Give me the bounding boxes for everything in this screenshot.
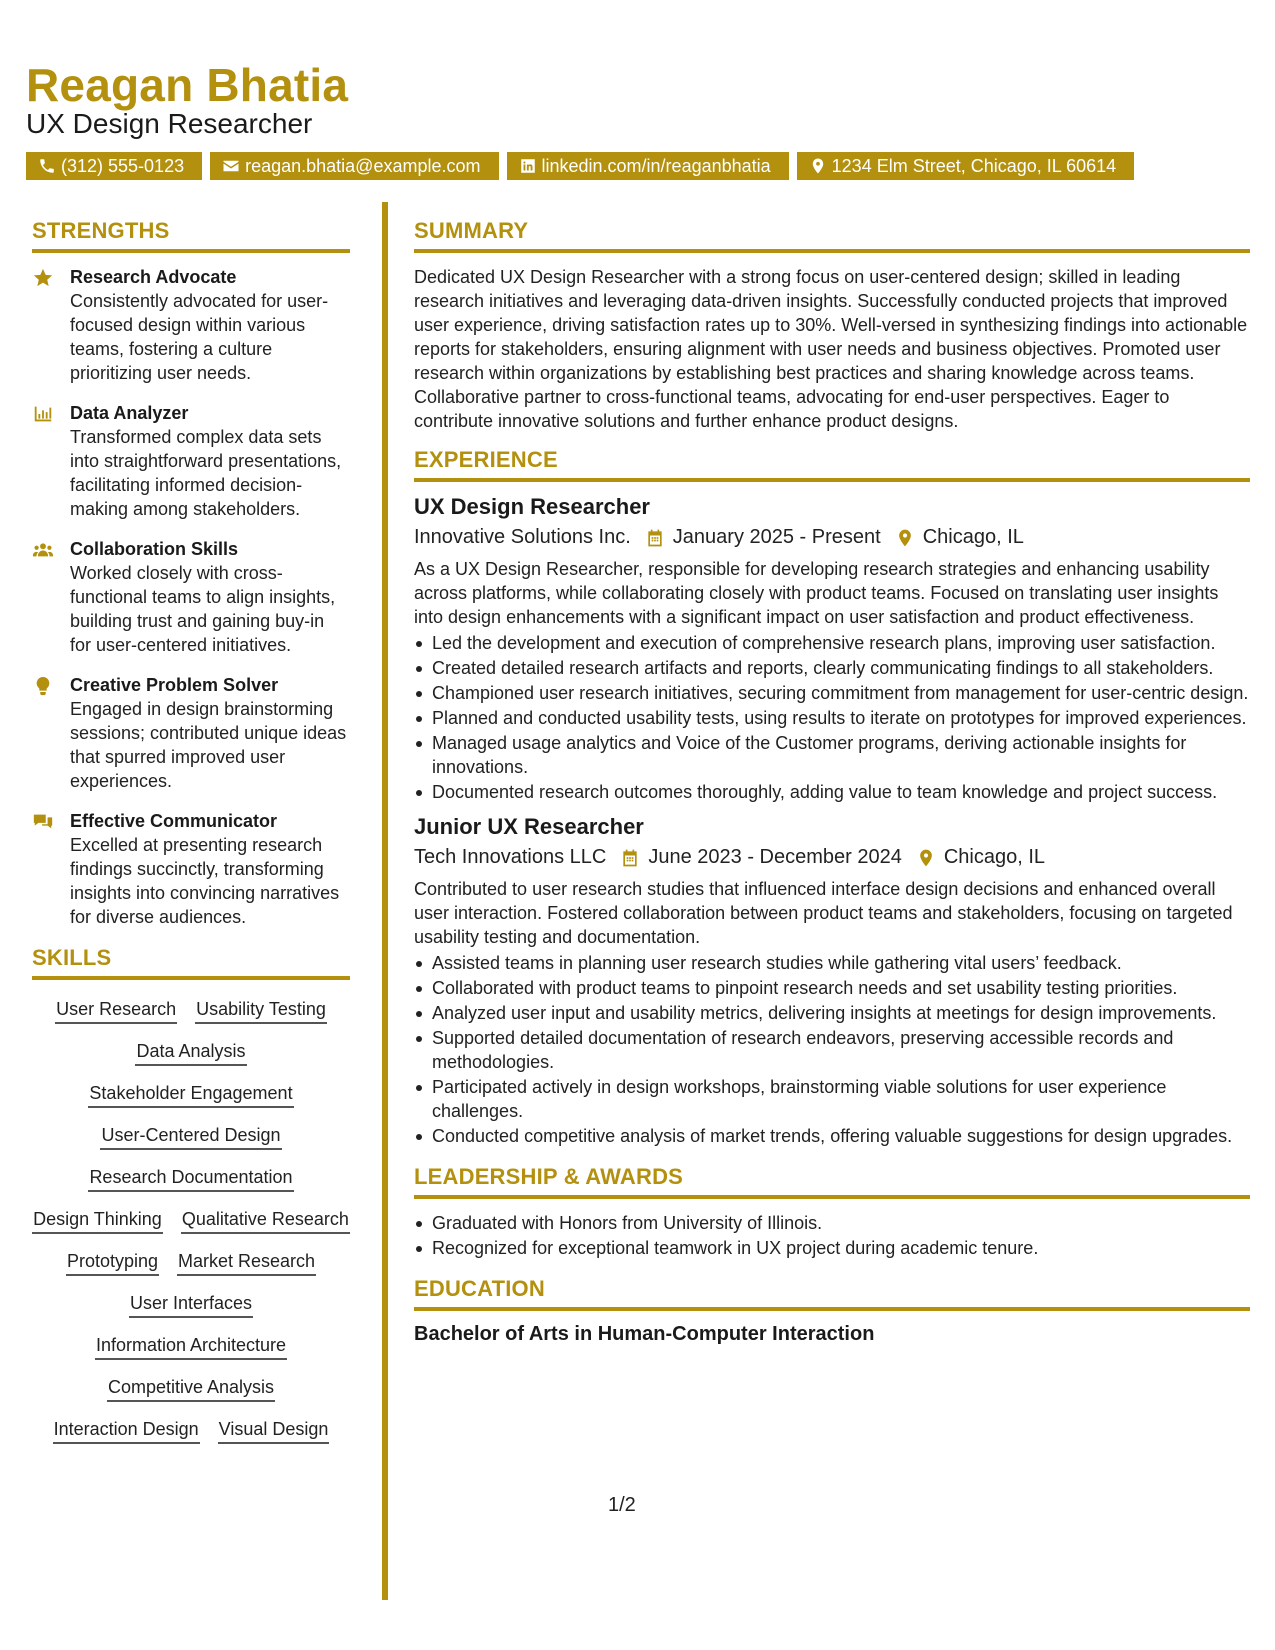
job-company: Innovative Solutions Inc. (414, 526, 631, 548)
list-item: Supported detailed documentation of research endeavors, preserving accessible records and methodologies. (414, 1026, 1250, 1074)
candidate-name: Reagan Bhatia (26, 59, 349, 111)
job-dates: January 2025 - Present (672, 526, 881, 548)
linkedin-icon (519, 157, 537, 175)
calendar-icon (645, 528, 665, 548)
candidate-role: UX Design Researcher (26, 108, 313, 139)
location-pin-icon (916, 848, 936, 868)
skills-heading: SKILLS (32, 945, 350, 980)
contact-address-text: 1234 Elm Street, Chicago, IL 60614 (831, 155, 1117, 176)
skill-tag: User Interfaces (129, 1290, 253, 1318)
job-title: Junior UX Researcher (414, 814, 644, 839)
contact-email[interactable] (210, 152, 498, 180)
list-item: Collaborated with product teams to pinpoint research needs and set usability testing priorities. (414, 976, 1250, 1000)
phone-icon (38, 157, 56, 175)
job-meta (414, 846, 1250, 869)
list-item: Recognized for exceptional teamwork in UX project during academic tenure. (414, 1236, 1250, 1260)
list-item: Conducted competitive analysis of market trends, offering valuable suggestions for design upgrades. (414, 1124, 1250, 1148)
job-location: Chicago, IL (943, 846, 1046, 868)
skill-tag: Competitive Analysis (107, 1374, 275, 1402)
skill-tag: Stakeholder Engagement (88, 1080, 293, 1108)
strength-desc: Worked closely with cross-functional teams to align insights, building trust and gaining buy-in for user-centered initiatives. (70, 563, 336, 655)
list-item: Planned and conducted usability tests, using results to iterate on prototypes for improved experiences. (414, 706, 1250, 730)
strength-title: Effective Communicator (70, 811, 278, 831)
summary-text: Dedicated UX Design Researcher with a strong focus on user-centered design; skilled in leading research initiatives and leveraging data-driven insights. Successfully conducted projects that improved user experience, driving satisfaction rates up to 30%. Well-versed in synthesizing findings into actionable reports for stakeholders, ensuring alignment with user needs and business objectives. Promoted user research within organizations by establishing best practices and sharing knowledge across teams. Collaborative partner to cross-functional teams, advocating for end-user perspectives. Eager to contribute innovative solutions and further enhance product designs. (414, 267, 1248, 431)
skill-tag: Design Thinking (32, 1206, 163, 1234)
strength-item (32, 537, 350, 657)
job-entry (414, 814, 1250, 1148)
location-pin-icon (895, 528, 915, 548)
list-item: Championed user research initiatives, securing commitment from management for user-centric design. (414, 681, 1250, 705)
list-item: Assisted teams in planning user research studies while gathering vital users’ feedback. (414, 951, 1250, 975)
skill-tag: Research Documentation (88, 1164, 293, 1192)
bar-chart-icon (32, 403, 54, 425)
skill-tag: Usability Testing (195, 996, 327, 1024)
star-icon (32, 267, 54, 289)
skill-tag: User-Centered Design (100, 1122, 281, 1150)
contact-bar (26, 152, 1134, 180)
leadership-heading: LEADERSHIP & AWARDS (414, 1164, 1250, 1199)
skill-tag: Data Analysis (135, 1038, 246, 1066)
strengths-heading: STRENGTHS (32, 218, 350, 253)
job-summary: As a UX Design Researcher, responsible for developing research strategies and enhancing usability across platforms, while collaborating closely with product teams. Focused on translating user insights into design enhancements with a significant impact on user satisfaction and product effectiveness. (414, 559, 1219, 627)
right-column (414, 218, 1250, 1346)
strength-title: Creative Problem Solver (70, 675, 279, 695)
strength-desc: Transformed complex data sets into straightforward presentations, facilitating informed decision-making among stakeholders. (70, 427, 342, 519)
job-bullets (414, 631, 1250, 804)
leadership-list (414, 1211, 1250, 1260)
strength-title: Research Advocate (70, 267, 237, 287)
list-item: Led the development and execution of comprehensive research plans, improving user satisfaction. (414, 631, 1250, 655)
strength-item (32, 809, 350, 929)
contact-phone-text: (312) 555-0123 (61, 155, 185, 176)
strength-desc: Excelled at presenting research findings succinctly, transforming insights into convincing narratives for diverse audiences. (70, 835, 340, 927)
job-summary: Contributed to user research studies that influenced interface design decisions and enhanced overall user interaction. Fostered collaboration between product teams and stakeholders, focusing on targeted usability testing and documentation. (414, 879, 1233, 947)
list-item: Graduated with Honors from University of Illinois. (414, 1211, 1250, 1235)
skills-list (32, 992, 350, 1444)
strength-item (32, 673, 350, 793)
column-divider (382, 202, 388, 1600)
skill-tag: Qualitative Research (181, 1206, 350, 1234)
job-location: Chicago, IL (922, 526, 1024, 548)
list-item: Participated actively in design workshops, brainstorming viable solutions for user experience challenges. (414, 1075, 1250, 1123)
list-item: Analyzed user input and usability metrics, delivering insights at meetings for design improvements. (414, 1001, 1250, 1025)
location-pin-icon (809, 157, 827, 175)
strength-item (32, 265, 350, 385)
job-bullets (414, 951, 1250, 1148)
summary-heading: SUMMARY (414, 218, 1250, 253)
calendar-icon (620, 848, 640, 868)
job-title: UX Design Researcher (414, 494, 650, 519)
education-heading: EDUCATION (414, 1276, 1250, 1311)
contact-email-text: reagan.bhatia@example.com (245, 155, 481, 176)
left-column (32, 218, 350, 1444)
experience-heading: EXPERIENCE (414, 447, 1250, 482)
contact-linkedin-text: linkedin.com/in/reaganbhatia (541, 155, 771, 176)
education-degree: Bachelor of Arts in Human-Computer Interaction (414, 1323, 875, 1345)
skill-tag: Visual Design (218, 1416, 330, 1444)
job-entry (414, 494, 1250, 804)
contact-address (797, 152, 1135, 180)
contact-linkedin[interactable] (507, 152, 789, 180)
lightbulb-icon (32, 675, 54, 697)
skill-tag: User Research (55, 996, 177, 1024)
page-number: 1/2 (608, 1494, 636, 1516)
strength-title: Data Analyzer (70, 403, 189, 423)
strength-desc: Consistently advocated for user-focused design within various teams, fostering a culture prioritizing user needs. (70, 291, 329, 383)
job-meta (414, 526, 1250, 549)
skill-tag: Interaction Design (53, 1416, 200, 1444)
users-icon (32, 539, 54, 561)
contact-phone[interactable] (26, 152, 202, 180)
comments-icon (32, 811, 54, 833)
skill-tag: Market Research (177, 1248, 316, 1276)
envelope-icon (222, 157, 240, 175)
strength-title: Collaboration Skills (70, 539, 239, 559)
strength-item (32, 401, 350, 521)
skill-tag: Prototyping (66, 1248, 159, 1276)
job-dates: June 2023 - December 2024 (648, 846, 902, 868)
list-item: Documented research outcomes thoroughly, adding value to team knowledge and project success. (414, 780, 1250, 804)
list-item: Created detailed research artifacts and reports, clearly communicating findings to all stakeholders. (414, 656, 1250, 680)
skill-tag: Information Architecture (95, 1332, 287, 1360)
strength-desc: Engaged in design brainstorming sessions; contributed unique ideas that spurred improved user experiences. (70, 699, 347, 791)
job-company: Tech Innovations LLC (414, 846, 607, 868)
list-item: Managed usage analytics and Voice of the Customer programs, deriving actionable insights for innovations. (414, 731, 1250, 779)
